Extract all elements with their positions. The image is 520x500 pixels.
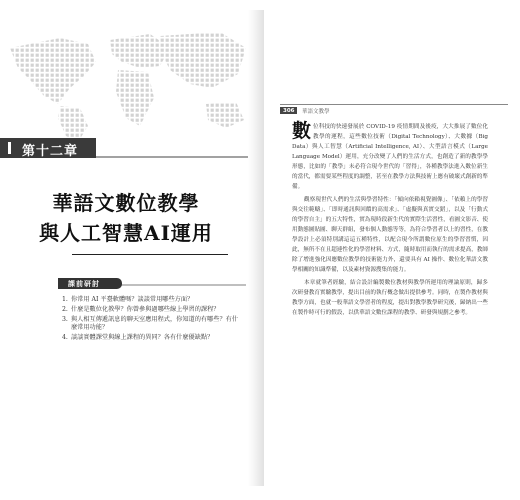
question-text: 你常用 AI 平臺軟體嗎？談談常用哪些方面？	[71, 296, 194, 303]
question-text: 什麼是數位化教學？你曾參與過哪些線上學習的課程？	[71, 305, 220, 313]
paragraph-text: 位科技的快速發展於 COVID-19 疫情期間及後疫，大大推展了數位化教學的運程，這些數位技術（Digital Technology）、大數據（Big Data）與人工智慧（Artificial Intelligence, AI）、大型語言模式（Large Language Model）運用，充分改變了人們的生活方式，也創造了新的教學學形態，比如的「教學」未必符合現今世代的「習得」，各種教學法進入數位新生的當代，都需要某些程度的調整，甚至在教學方法與技術上應有破壞式創新的準備。	[292, 124, 488, 190]
title-underline	[72, 254, 228, 255]
question-number: 3.	[62, 315, 68, 323]
discussion-question	[62, 306, 242, 314]
paragraph-text: 本章就筆者經驗，結合設計編製數位教材與教學所運用的理論原則，歸多次研發教育實驗教學，提出目前的執行概念做出提供參考。同時，在製作教材與教學方面，也就一般華語文學習者的程度，提出對教學教學研究後，歸納出一些在製作時可行的假設，以供華語文數位課程的教學、研發與規劃之參考。	[292, 280, 488, 316]
chapter-title-line-2: 與人工智慧AI運用	[39, 221, 213, 245]
book-gutter	[248, 10, 264, 486]
body-paragraph	[292, 195, 488, 275]
discussion-question	[62, 334, 242, 342]
body-text	[292, 122, 488, 321]
discussion-header: 課前研討	[68, 279, 100, 288]
chapter-title-line-1: 華語文數位教學	[52, 191, 200, 215]
question-number: 4.	[62, 333, 68, 341]
page-number: 306	[280, 107, 297, 114]
running-header-rule	[280, 104, 508, 105]
discussion-question	[62, 316, 242, 333]
body-paragraph	[292, 278, 488, 318]
chapter-label: 第十二章	[22, 144, 79, 159]
discussion-question	[62, 296, 242, 304]
question-text: 談談實體課堂與線上課程的異同？各有什麼優缺點？	[71, 333, 214, 341]
running-head: 華語文教學	[302, 109, 330, 115]
body-paragraph	[292, 122, 488, 192]
question-number: 1.	[62, 296, 68, 303]
question-number: 2.	[62, 305, 68, 313]
drop-cap: 數	[292, 120, 312, 142]
chapter-title	[0, 188, 252, 248]
paragraph-text: 觀察現世代人們的生活與學習特性：「傾向依賴視覺圖像」、「依賴上的學習與交往範疇」、「即時通訊與回饋的高需求」、「虛擬與真實交錯」，以及「行動式的學習自主」的五大特性，實為現時段新生代的實際生活習性，看圖文影音、使用動態圖貼圖、聊天群組，發布個人動態等等，為符合學習者以上的習性，在教學設計上必須特別講這這五種特性，以配合現今所謂數位原生的學習習慣，因此，無所不在且超連性化的學習材料、方式，隨時取用而執行的需求提高，教師除了增進強化因應數位教學的技術能力外，還要具有 AI 操作、數位化華語文教學相關的知識準備，以及素材資源搜集的能力。	[292, 197, 488, 273]
question-text: 與人相互傳遞訊息的聊天室應用程式，你知道的有哪些？有什麼常用功能？	[71, 315, 239, 331]
world-map-dot-graphic	[0, 18, 250, 146]
discussion-question-list	[62, 296, 242, 344]
